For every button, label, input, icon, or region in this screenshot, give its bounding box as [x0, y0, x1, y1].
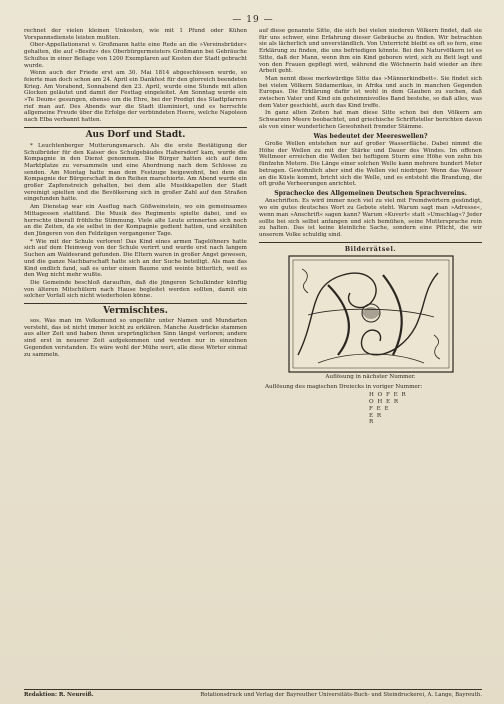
article-paragraph: rechnet der vielen kleinen Unkosten, wie mit 1 Pfund oder Kühen Vorspannsdienste leisten mußten.: [24, 28, 247, 41]
section-heading: Aus Dorf und Stadt.: [85, 129, 186, 140]
picture-puzzle-caption: Auflösung in nächster Nummer.: [325, 374, 416, 381]
solution-row: R: [369, 419, 375, 426]
article-paragraph: Am Dienstag war ein Ausflug nach Gößweinstein, wo ein gemeinsames Mittagessen stattfand. Die Musik des Regiments spielte dabei, und es herrschte überall fröhliche Stimmung. Viele alte Leute erinnerten sich noch an die Zeiten, da sie selbst in der Kompagnie gedient hatten, und erzählten den Jüngeren von den Feldzügen vergangener Tage.: [24, 204, 247, 237]
editor-credit: Redaktion: R. Neureiß.: [24, 692, 94, 698]
page-number: — 19 —: [232, 15, 274, 25]
left-column: [24, 28, 247, 426]
article-paragraph: In ganz alten Zeiten hat man diese Sitte schon bei den Völkern am Schwarzen Meere beobachtet, und griechische Schriftsteller berichten davon als von einer wunderlichen Gewohnheit fremder Stämme.: [259, 110, 482, 130]
solution-row: O H E R: [369, 398, 400, 405]
misc-heading: Vermischtes.: [103, 306, 168, 317]
article-paragraph: Große Wellen entstehen nur auf großer Wasserfläche. Dabei nimmt die Höhe der Wellen zu mit der Stärke und Dauer des Windes. Im offenen Weltmeer erreichen die Wellen bei heftigem Sturm eine Höhe von zehn bis fünfzehn Metern. Die Länge einer solchen Welle kann mehrere hundert Meter betragen. Gewöhnlich aber sind die Wellen viel niedriger. Wenn das Wasser an die Küste kommt, bricht sich die Welle, und es entsteht die Brandung, die oft große Verheerungen anrichtet.: [259, 141, 482, 188]
solution-row: E R: [369, 412, 383, 419]
triangle-solution-lead: Auflösung des magischen Dreiecks in voriger Nummer:: [265, 384, 423, 391]
picture-puzzle-title: Bilderrätsel.: [344, 245, 397, 253]
ornamental-letter-icon: [288, 255, 454, 373]
article-paragraph: auf diese genannte Sitte, die sich bei vielen niederen Völkern findet, daß sie für uns schwer, eine Erfahrung dieser Gebräuche zu finden. Wir betrachten sie als lächerlich und unverständlich. Von Unterricht bleibt es oft so fern, eine Erklärung zu finden, die uns befriedigen könnte. Bei den Naturvölkern ist es Sitte, daß der Mann, wenn ihm ein Kind geboren wird, sich zu Bett legt und von den Frauen gepflegt wird, während die Wöchnerin bald wieder an ihre Arbeit geht.: [259, 28, 482, 75]
article-paragraph: * Leuchtenberger Mutterungsmarsch. Als die erste Bestätigung der Schulbrüder für den Kaiser des Schulgebäudes Habersdorf kam, wurde die Kompagnie in den Dienst genommen. Die Bürger hatten sich auf dem Marktplatze zu versammeln und eine Abordnung nach dem Schlosse zu senden. Am Montag hatte man dem Festzuge beigewohnt, bei dem die Kompagnie der Bürgerschaft in den Reihen marschierte. Am Abend wurde ein großer Zapfenstreich gehalten, bei dem alle Musikkapellen der Stadt vereinigt spielten und die Bevölkerung sich in großer Zahl auf den Straßen eingefunden hatte.: [24, 142, 247, 203]
triangle-solution: [369, 392, 482, 426]
article-paragraph: Anschriften. Es wird immer noch viel zu viel mit Fremdwörtern gesündigt, wo ein gutes deutsches Wort zu Gebote steht. Warum sagt man »Adresse«, wenn man »Anschrift« sagen kann? Warum »Kuvert« statt »Umschlag«? Jeder sollte bei sich selbst anfangen und sich bemühen, seine Muttersprache rein zu halten. Das ist keine kleinliche Sache, sondern eine Pflicht, die wir unserem Volke schuldig sind.: [259, 198, 482, 238]
subheading-waves: Was bedeutet der Meereswellen?: [313, 132, 428, 140]
article-paragraph: Ober-Appellationsrat v. Großmann hatte eine Rede an die »Vereinsbrüder« gehalten, die auf »Besitz« des Oberbürgermeisters Großmann bei Gebräuche Schultes in einer Beilage von 1200 Exemplaren auf Kosten der Stadt gebracht wurde.: [24, 42, 247, 69]
divider: [24, 303, 247, 304]
divider: [259, 242, 482, 243]
columns: [24, 28, 482, 426]
imprint-footer: [24, 689, 482, 699]
right-column: [259, 28, 482, 426]
picture-puzzle-illustration: [288, 255, 454, 373]
article-paragraph: Die Gemeinde beschloß daraufhin, daß die jüngeren Schulkinder künftig von älteren Mitschülern nach Hause begleitet werden sollten, damit ein solcher Vorfall sich nicht wiederholen könne.: [24, 279, 247, 300]
article-paragraph: sos. Was man im Volksmund so ungefähr unter Namen und Mundarten versteht, das ist nicht immer leicht zu erklären. Manche Ausdrücke stammen aus alter Zeit und haben ihren ursprünglichen Sinn längst verloren; andere sind erst in neuerer Zeit aufgekommen und werden nur in einzelnen Gegenden verstanden. Es wäre wohl der Mühe wert, alle diese Wörter einmal zu sammeln.: [24, 318, 247, 358]
article-paragraph: * Wie mit der Schule verloren! Das Kind eines armen Tagelöhners hatte sich auf dem Heimweg von der Schule verirrt und wurde erst nach langem Suchen am Waldesrand gefunden. Die Eltern waren in großer Angst gewesen, und die ganze Nachbarschaft hatte sich an der Suche beteiligt. Als man das Kind endlich fand, saß es unter einem Baume und weinte bitterlich, weil es den Weg nicht mehr wußte.: [24, 238, 247, 279]
article-paragraph: Wenn auch der Friede erst am 30. Mai 1814 abgeschlossen wurde, so feierte man doch schon am 24. April ein Dankfest für den glorreich beendeten Krieg. Am Vorabend, Sonnabend den 23. April, wurde eine Stunde mit allen Glocken geläutet und damit der Festtag eingeleitet. Am Sonntag wurde ein »Te Deum« gesungen, ebenso um die Ehre, bei der Predigt des Stadtpfarrers rief man auf. Des Abends war die Stadt illuminiert, und es herrschte allgemeine Freude über die Erfolge der verbündeten Heere, welche Napoleon nach Elba verbannt hatten.: [24, 70, 247, 124]
publisher-credit: Rotationsdruck und Verlag der Bayreuther Universitäts-Buch- und Steindruckerei, A. Lange, Bayreuth.: [200, 692, 482, 698]
article-paragraph: Man nennt diese merkwürdige Sitte das »Männerkindbett«. Sie findet sich bei vielen Völkern Südamerikas, in Afrika und auch in manchen Gegenden Europas. Die Erklärung dafür ist wohl in dem Glauben zu suchen, daß zwischen Vater und Kind ein geheimnisvolles Band bestehe, so daß alles, was dem Vater geschieht, auch das Kind treffe.: [259, 75, 482, 109]
solution-row: F E E: [369, 405, 390, 412]
divider: [24, 127, 247, 128]
subheading-language-corner: Sprachecke des Allgemeinen Deutschen Sprachvereins.: [274, 189, 467, 197]
solution-row: H O F E R: [369, 392, 407, 399]
